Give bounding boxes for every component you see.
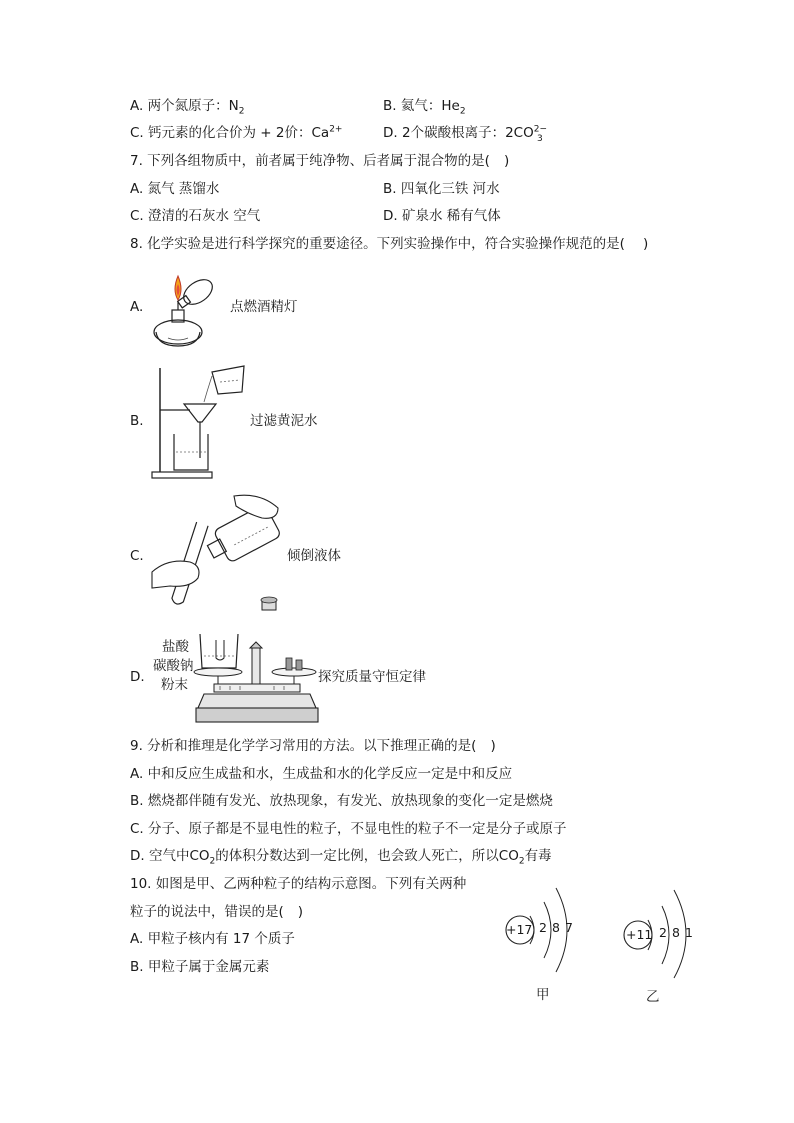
q8-option-a-caption: 点燃酒精灯 <box>230 299 298 315</box>
q8-option-d-tag-powder: 粉末 <box>161 677 188 693</box>
atom-jia-shell-1: 2 <box>539 920 547 935</box>
q6-option-d: D. 2个碳酸根离子：$2CO^{2-}_3$ <box>383 124 548 144</box>
atom-yi-nucleus: +11 <box>626 927 653 942</box>
q6-option-c: C. 钙元素的化合价为 + 2价：$Ca^{2+}$ <box>130 124 343 141</box>
pouring-liquid-illustration <box>150 492 290 622</box>
q7-stem: 7. 下列各组物质中，前者属于纯净物、后者属于混合物的是( ) <box>130 153 510 169</box>
q10-option-a: A. 甲粒子核内有 17 个质子 <box>130 931 295 947</box>
q8-option-d-tag-salt: 碳酸钠 <box>153 658 194 674</box>
q9-option-a: A. 中和反应生成盐和水，生成盐和水的化学反应一定是中和反应 <box>130 766 513 782</box>
atom-yi-caption: 乙 <box>646 989 660 1005</box>
q8-option-d-tag-acid: 盐酸 <box>162 639 189 655</box>
q6-option-b: B. 氦气：$He_2$ <box>383 98 466 117</box>
q10-option-b: B. 甲粒子属于金属元素 <box>130 959 270 975</box>
atom-jia-nucleus: +17 <box>506 922 533 937</box>
q8-option-d-caption: 探究质量守恒定律 <box>318 669 426 685</box>
q8-option-b-label: B. <box>130 413 144 429</box>
balance-illustration <box>196 628 318 724</box>
q7-option-c: C. 澄清的石灰水 空气 <box>130 208 261 224</box>
q8-stem: 8. 化学实验是进行科学探究的重要途径。下列实验操作中，符合实验操作规范的是( ) <box>130 236 649 252</box>
filtration-illustration <box>148 362 248 482</box>
q10-stem-line2: 粒子的说法中，错误的是( ) <box>130 904 304 920</box>
atom-jia-shell-3: 7 <box>565 920 573 935</box>
q8-option-c-label: C. <box>130 548 144 564</box>
atom-yi-shell-2: 8 <box>672 925 680 940</box>
atom-yi-shell-3: 1 <box>685 925 693 940</box>
atom-jia-caption: 甲 <box>536 987 550 1003</box>
q7-option-d: D. 矿泉水 稀有气体 <box>383 208 501 224</box>
q8-option-c-caption: 倾倒液体 <box>287 548 341 564</box>
q8-option-a-label: A. <box>130 299 144 315</box>
q8-option-d-label: D. <box>130 669 145 685</box>
q9-option-d: D. 空气中$CO_2$的体积分数达到一定比例，也会致人死亡，所以$CO_2$有毒 <box>130 848 552 867</box>
alcohol-lamp-illustration <box>148 262 228 352</box>
q8-option-b-caption: 过滤黄泥水 <box>250 413 318 429</box>
atom-jia-shell-2: 8 <box>552 920 560 935</box>
q6-option-a: A. 两个氮原子：$N_2$ <box>130 98 245 117</box>
q9-stem: 9. 分析和推理是化学学习常用的方法。以下推理正确的是( ) <box>130 738 496 754</box>
q9-option-b: B. 燃烧都伴随有发光、放热现象，有发光、放热现象的变化一定是燃烧 <box>130 793 553 809</box>
q7-option-b: B. 四氧化三铁 河水 <box>383 181 500 197</box>
q9-option-c: C. 分子、原子都是不显电性的粒子，不显电性的粒子不一定是分子或原子 <box>130 821 567 837</box>
atom-yi-shell-1: 2 <box>659 925 667 940</box>
q7-option-a: A. 氮气 蒸馏水 <box>130 181 220 197</box>
q10-stem-line1: 10. 如图是甲、乙两种粒子的结构示意图。下列有关两种 <box>130 876 467 892</box>
